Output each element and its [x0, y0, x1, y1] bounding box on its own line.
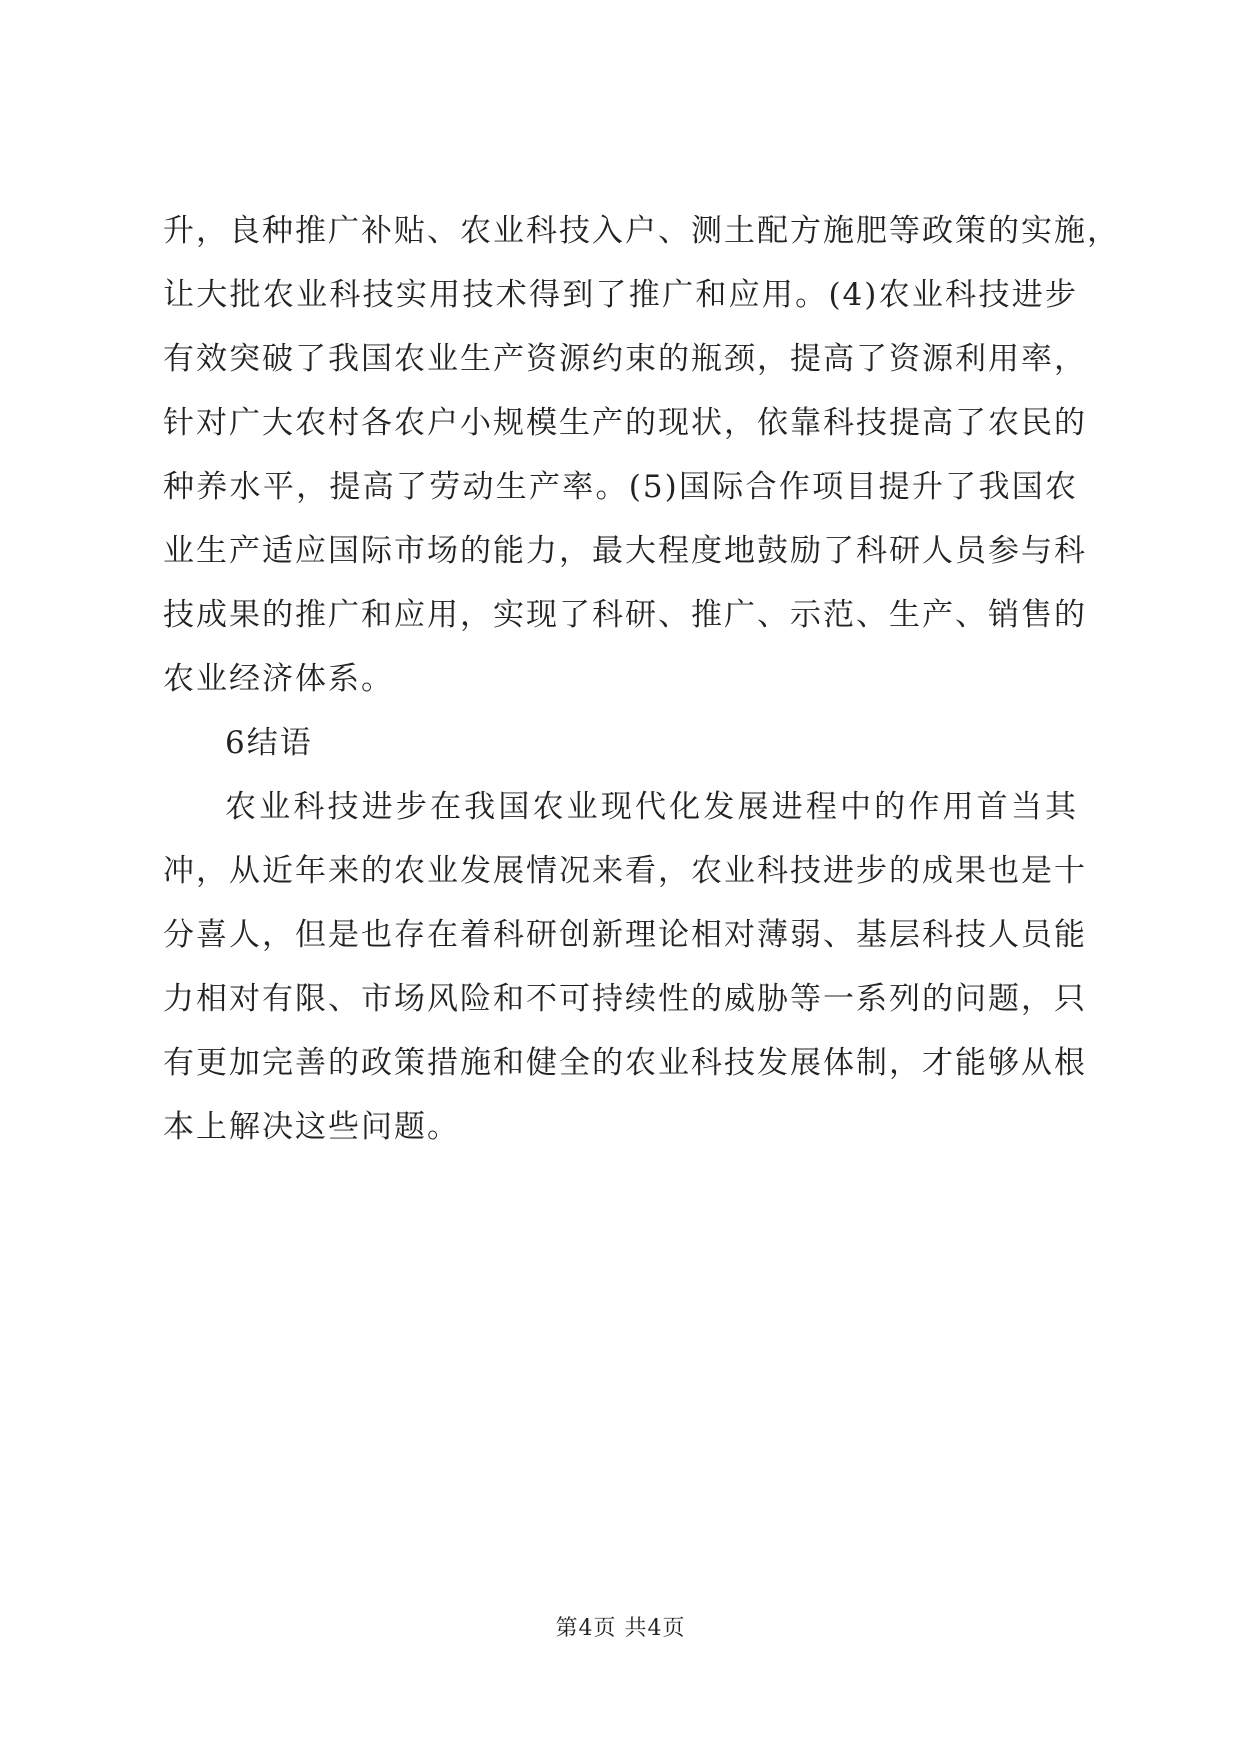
text-line: 农业经济体系。 [163, 661, 394, 697]
text-line: 技成果的推广和应用，实现了科研、推广、示范、生产、销售的 [163, 597, 1087, 633]
paragraph-conclusion [163, 775, 1087, 1159]
text-line: 升，良种推广补贴、农业科技入户、测土配方施肥等政策的实施， [163, 213, 1120, 249]
text-line: 业生产适应国际市场的能力，最大程度地鼓励了科研人员参与科 [163, 533, 1087, 569]
text-line: 针对广大农村各农户小规模生产的现状，依靠科技提高了农民的 [163, 405, 1087, 441]
text-line: 冲，从近年来的农业发展情况来看，农业科技进步的成果也是十 [163, 853, 1087, 889]
text-line: 分喜人，但是也存在着科研创新理论相对薄弱、基层科技人员能 [163, 917, 1087, 953]
text-line: 力相对有限、市场风险和不可持续性的威胁等一系列的问题，只 [163, 981, 1087, 1017]
text-line: 本上解决这些问题。 [163, 1109, 460, 1145]
document-body [163, 199, 1120, 1159]
text-line: 让大批农业科技实用技术得到了推广和应用。(4)农业科技进步 [163, 277, 1078, 313]
text-line: 农业科技进步在我国农业现代化发展进程中的作用首当其 [225, 789, 1078, 825]
text-line: 有更加完善的政策措施和健全的农业科技发展体制，才能够从根 [163, 1045, 1087, 1081]
paragraph-policy-effects [163, 199, 1120, 711]
section-heading: 6结语 [225, 725, 313, 761]
page-number-footer: 第4页 共4页 [555, 1616, 686, 1641]
text-line: 种养水平，提高了劳动生产率。(5)国际合作项目提升了我国农 [163, 469, 1078, 505]
text-line: 有效突破了我国农业生产资源约束的瓶颈，提高了资源利用率， [163, 341, 1087, 377]
